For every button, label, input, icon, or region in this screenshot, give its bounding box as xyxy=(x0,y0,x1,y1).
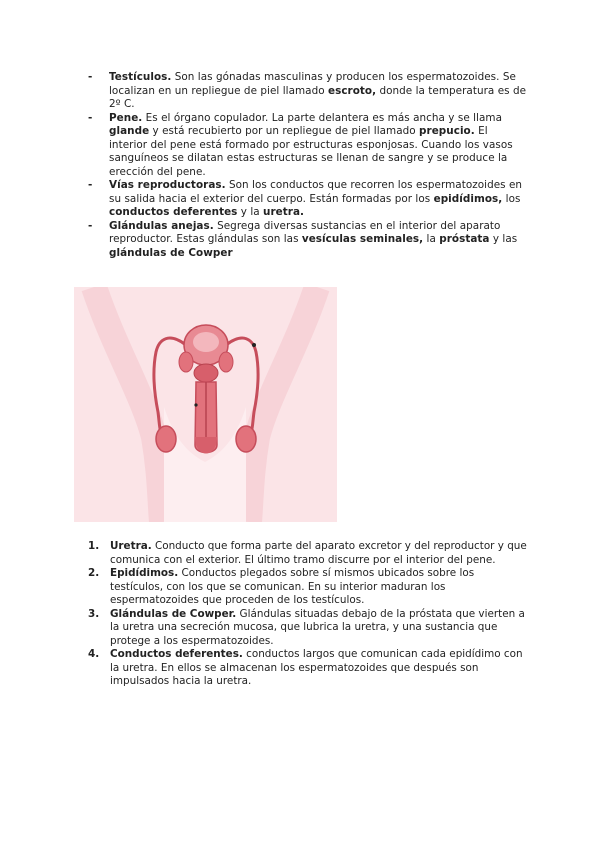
item-number: 3. xyxy=(88,607,100,620)
list-item-glandulas-anejas xyxy=(88,220,528,261)
bullet-dash: - xyxy=(88,71,93,83)
term-uretra: uretra. xyxy=(263,206,305,218)
list-item-testiculos xyxy=(88,71,528,112)
item-text: Son los conductos que recorren los espermatozoides en su salida hacia el exterior del cuerpo. Están formadas por los xyxy=(109,179,523,205)
item-text: Conducto que forma parte del aparato excretor y del reproductor y que comunica con el exterior. El último tramo discurre por el interior del pene. xyxy=(110,540,527,566)
list-item-conductos-deferentes xyxy=(88,648,528,689)
item-text: Glándulas situadas debajo de la próstata que vierten a la uretra una secreción mucosa, que lubrica la uretra, y una sustancia que protege a los espermatozoides. xyxy=(110,607,525,647)
list-item-uretra xyxy=(88,540,528,567)
term-glande: glande xyxy=(109,125,150,137)
term-epididimos: Epidídimos. xyxy=(110,567,179,579)
item-number: 2. xyxy=(88,567,100,579)
term-escroto: escroto, xyxy=(327,84,377,97)
term-conductos-deferentes: Conductos deferentes. xyxy=(110,648,243,660)
male-reproductive-system-illustration-icon xyxy=(74,287,337,522)
term-glandulas-de-cowper: Glándulas de Cowper. xyxy=(110,607,237,620)
bullet-dash: - xyxy=(88,219,93,232)
term-vesiculas-seminales: vesículas seminales, xyxy=(301,233,424,245)
item-number: 1. xyxy=(88,540,100,552)
item-text: El interior del pene está formado por estructuras esponjosas. Cuando los vasos sanguíneos se dilatan estas estructuras se llenan de sangre y se produce la erección del pene. xyxy=(109,125,513,178)
item-text: conductos largos que comunican cada epidídimo con la uretra. En ellos se almacenan los espermatozoides que después son impulsados hacia la uretra. xyxy=(110,648,523,687)
term-uretra: Uretra. xyxy=(110,540,152,552)
term-testiculos: Testículos. xyxy=(109,71,172,83)
item-number: 4. xyxy=(88,648,100,660)
list-item-vias-reproductoras xyxy=(88,179,528,220)
item-text: Son las gónadas masculinas y producen los espermatozoides. Se localizan en un repliegue de piel llamado xyxy=(109,71,516,97)
bullet-dash: - xyxy=(88,111,93,124)
list-item-glandulas-de-cowper xyxy=(88,608,528,649)
item-text: Es el órgano copulador. La parte delantera es más ancha y se llama xyxy=(142,111,502,124)
item-text: y está recubierto por un repliegue de piel llamado xyxy=(149,125,420,137)
term-conductos-deferentes: conductos deferentes xyxy=(109,206,238,218)
item-text: donde la temperatura es de 2º C. xyxy=(109,84,527,110)
term-epididimos: epidídimos, xyxy=(433,192,503,205)
term-glandulas-anejas: Glándulas anejas. xyxy=(109,219,214,232)
organs-bullet-list xyxy=(88,71,528,260)
term-pene: Pene. xyxy=(109,111,143,124)
bullet-dash: - xyxy=(88,179,93,191)
item-text: la xyxy=(423,233,440,245)
term-prostata: próstata xyxy=(439,233,490,245)
term-vias-reproductoras: Vías reproductoras. xyxy=(109,179,226,191)
item-text: y la xyxy=(237,206,264,218)
item-text: Segrega diversas sustancias en el interior del aparato reproductor. Estas glándulas son las xyxy=(109,219,501,245)
item-text: los xyxy=(502,192,521,205)
list-item-epididimos xyxy=(88,567,528,608)
term-glandulas-de-cowper: glándulas de Cowper xyxy=(109,246,233,259)
list-item-pene xyxy=(88,112,528,180)
term-prepucio: prepucio. xyxy=(419,125,475,137)
numbered-definitions-list xyxy=(88,540,528,689)
item-text: y las xyxy=(489,233,518,245)
item-text: Conductos plegados sobre sí mismos ubicados sobre los testículos, con los que se comunican. En su interior maduran los espermatozoides que proceden de los testículos. xyxy=(110,567,475,606)
